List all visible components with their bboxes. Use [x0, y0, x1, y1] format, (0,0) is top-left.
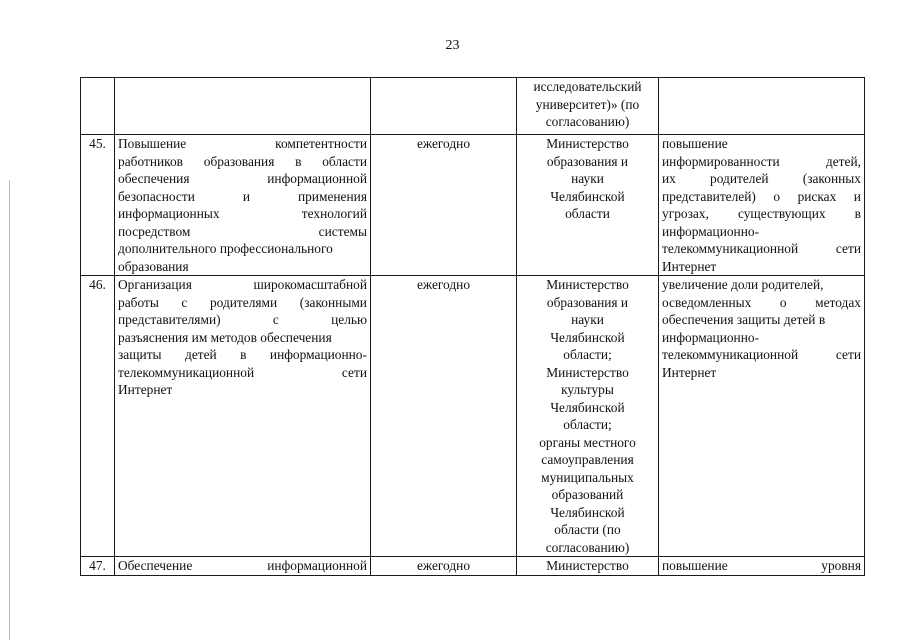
- activity-word: информационных: [118, 206, 220, 221]
- activity-word: Обеспечение: [118, 558, 193, 573]
- activity-line: [118, 381, 367, 399]
- term-cell: ежегодно: [371, 557, 517, 576]
- activity-word: детей: [185, 347, 217, 362]
- activity-word: целью: [331, 312, 367, 327]
- activity-word: Повышение: [118, 136, 187, 151]
- result-line: [662, 170, 861, 188]
- responsible-line: области;: [563, 347, 612, 362]
- activity-word: информационной: [267, 558, 367, 573]
- responsible-line: образований: [551, 487, 624, 502]
- result-word: обеспечения защиты детей в: [662, 312, 826, 327]
- result-cell: [659, 276, 865, 557]
- result-word: рисках: [797, 188, 837, 204]
- activity-word: системы: [318, 223, 367, 239]
- result-line: [662, 153, 861, 171]
- result-word: уровня: [821, 558, 861, 573]
- table-row: [81, 135, 865, 276]
- page-number: 23: [445, 38, 460, 53]
- activity-line: [118, 258, 367, 276]
- measures-table-body: [81, 78, 865, 576]
- result-word: телекоммуникационной: [662, 241, 799, 256]
- result-line: [662, 240, 861, 258]
- activity-line: [118, 135, 367, 153]
- result-line: [662, 223, 861, 241]
- row-number: 47.: [81, 557, 115, 576]
- result-word: о: [773, 188, 781, 204]
- activity-word: образования: [118, 258, 189, 274]
- result-word: и: [853, 188, 861, 204]
- activity-word: (законными: [299, 294, 367, 310]
- result-cell: [659, 78, 865, 135]
- term-cell: ежегодно: [371, 276, 517, 557]
- activity-word: области: [322, 153, 367, 169]
- activity-cell: [115, 557, 371, 576]
- result-line: [662, 364, 861, 382]
- responsible-cell: [517, 135, 659, 276]
- result-line: [662, 557, 861, 575]
- activity-cell: [115, 135, 371, 276]
- result-line: [662, 276, 861, 294]
- result-word: угрозах,: [662, 206, 709, 221]
- responsible-line: Челябинской: [550, 399, 625, 415]
- row-number: 46.: [81, 276, 115, 557]
- activity-line: [118, 346, 367, 364]
- activity-word: безопасности: [118, 188, 195, 204]
- responsible-line: университет)» (по: [535, 96, 640, 112]
- activity-word: широкомасштабной: [253, 277, 367, 292]
- result-word: телекоммуникационной: [662, 347, 799, 362]
- activity-cell: [115, 276, 371, 557]
- result-line: [662, 329, 861, 347]
- activity-line: [118, 223, 367, 241]
- result-line: [662, 205, 861, 223]
- responsible-cell: [517, 276, 659, 557]
- activity-word: в: [240, 347, 247, 362]
- term-cell: ежегодно: [371, 135, 517, 276]
- activity-word: компетентности: [275, 136, 367, 151]
- result-word: сети: [835, 347, 861, 362]
- activity-line: [118, 294, 367, 312]
- table-row: [81, 78, 865, 135]
- result-word: методах: [815, 294, 861, 310]
- result-word: повышение: [662, 136, 728, 151]
- activity-line: [118, 329, 367, 347]
- responsible-line: образования и: [546, 153, 629, 169]
- activity-line: [118, 311, 367, 329]
- activity-word: информационно-: [269, 347, 367, 362]
- result-word: в: [854, 206, 861, 221]
- responsible-line: области (по: [554, 522, 621, 537]
- row-number: 45.: [81, 135, 115, 276]
- result-word: повышение: [662, 558, 728, 573]
- result-line: [662, 294, 861, 312]
- activity-word: Организация: [118, 277, 192, 292]
- activity-cell: [115, 78, 371, 135]
- activity-word: применения: [297, 188, 367, 204]
- result-line: [662, 346, 861, 364]
- activity-word: сети: [341, 364, 367, 380]
- responsible-line: Челябинской: [550, 504, 625, 520]
- result-line: [662, 135, 861, 153]
- result-word: Интернет: [662, 364, 717, 380]
- responsible-line: согласованию): [545, 114, 630, 129]
- responsible-line: образования и: [546, 294, 629, 310]
- responsible-line: самоуправления: [541, 452, 634, 467]
- activity-word: образования: [203, 153, 275, 169]
- activity-line: [118, 276, 367, 294]
- measures-table: [80, 77, 865, 576]
- activity-word: и: [242, 188, 250, 204]
- activity-line: [118, 364, 367, 382]
- result-cell: [659, 557, 865, 576]
- responsible-line: Челябинской: [550, 329, 625, 345]
- result-word: о: [779, 294, 787, 310]
- result-line: [662, 311, 861, 329]
- result-word: представителей): [662, 188, 756, 204]
- activity-word: телекоммуникационной: [118, 364, 255, 380]
- result-word: Интернет: [662, 258, 717, 274]
- result-word: сети: [835, 241, 861, 256]
- activity-word: технологий: [301, 206, 367, 221]
- responsible-line: исследовательский: [533, 79, 642, 94]
- activity-word: информационной: [267, 171, 367, 186]
- responsible-line: Министерство: [546, 364, 629, 380]
- result-word: информированности: [662, 153, 780, 169]
- activity-line: [118, 240, 367, 258]
- result-word: (законных: [802, 171, 861, 186]
- result-cell: [659, 135, 865, 276]
- result-line: [662, 258, 861, 276]
- activity-word: с: [181, 294, 188, 310]
- row-number: [81, 78, 115, 135]
- result-word: увеличение доли родителей,: [662, 277, 824, 292]
- activity-word: защиты: [118, 347, 162, 362]
- result-word: детей,: [825, 153, 861, 169]
- responsible-cell: [517, 557, 659, 576]
- responsible-line: науки: [571, 171, 604, 186]
- activity-line: [118, 153, 367, 171]
- activity-line: [118, 170, 367, 188]
- table-row: [81, 557, 865, 576]
- result-word: информационно-: [662, 223, 760, 239]
- responsible-line: области: [565, 206, 610, 221]
- result-line: [662, 188, 861, 206]
- responsible-line: культуры: [561, 382, 614, 397]
- result-word: родителей: [710, 171, 769, 186]
- responsible-line: Министерство: [546, 558, 629, 573]
- responsible-line: науки: [571, 312, 604, 327]
- result-word: существующих: [737, 206, 826, 221]
- activity-line: [118, 557, 367, 575]
- activity-word: с: [272, 312, 279, 327]
- responsible-line: Министерство: [546, 277, 629, 292]
- result-word: информационно-: [662, 329, 760, 345]
- responsible-line: Челябинской: [550, 188, 625, 204]
- activity-word: Интернет: [118, 382, 173, 397]
- responsible-line: муниципальных: [541, 469, 634, 485]
- scan-edge-line: [9, 180, 10, 640]
- activity-word: в: [295, 153, 302, 169]
- responsible-cell: [517, 78, 659, 135]
- responsible-line: области;: [563, 417, 612, 432]
- activity-word: дополнительного профессионального: [118, 241, 333, 256]
- activity-word: работы: [118, 294, 159, 310]
- activity-word: посредством: [118, 223, 191, 239]
- result-word: их: [662, 171, 676, 186]
- activity-line: [118, 188, 367, 206]
- responsible-line: согласованию): [545, 539, 630, 555]
- activity-word: представителями): [118, 312, 221, 327]
- responsible-line: органы местного: [539, 434, 636, 450]
- result-word: осведомленных: [662, 294, 752, 310]
- activity-word: обеспечения: [118, 171, 190, 186]
- term-cell: [371, 78, 517, 135]
- responsible-line: Министерство: [546, 136, 629, 151]
- activity-word: разъяснения им методов обеспечения: [118, 329, 332, 345]
- activity-word: работников: [118, 153, 183, 169]
- activity-line: [118, 205, 367, 223]
- activity-word: родителями: [209, 294, 278, 310]
- table-row: [81, 276, 865, 557]
